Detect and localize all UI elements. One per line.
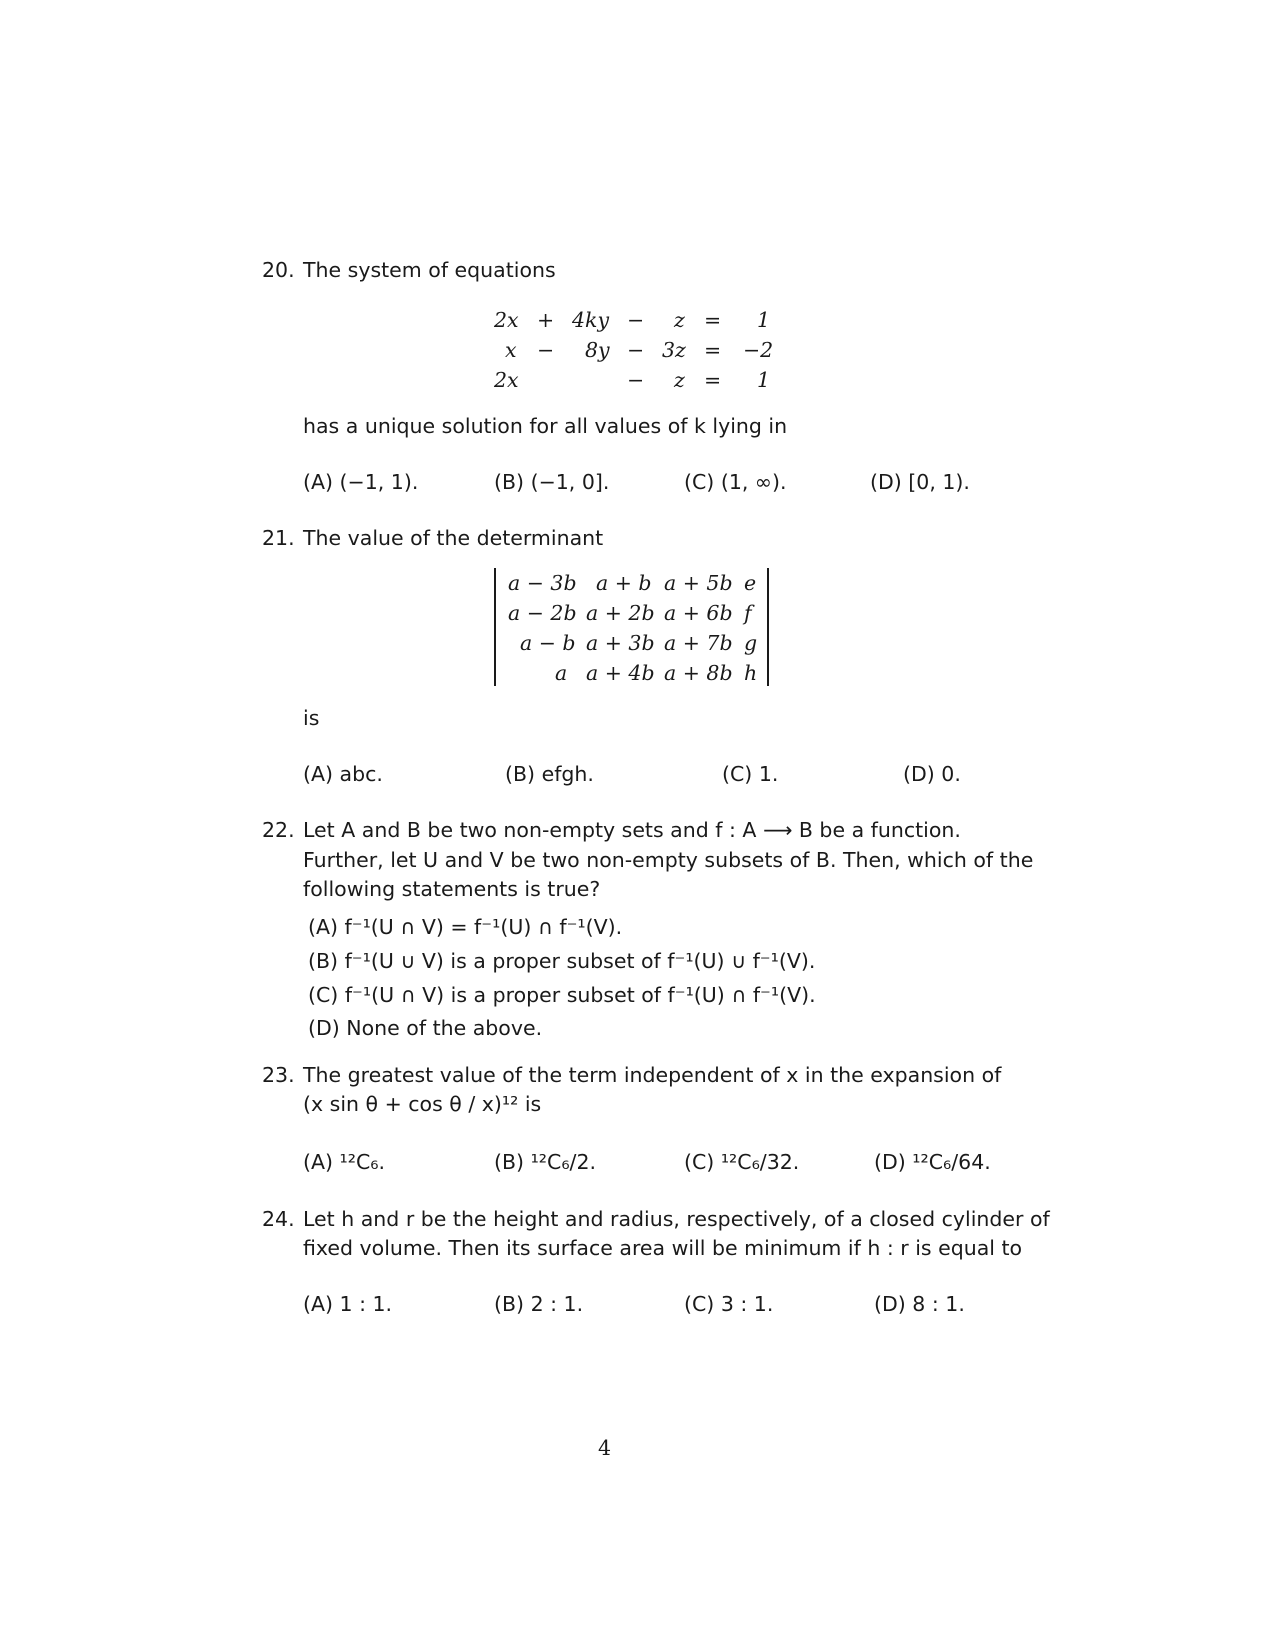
matrix-cell: a + 6b [664, 601, 733, 625]
matrix-cell: a − b [520, 631, 576, 655]
eq-op: + [537, 308, 555, 332]
eq-op: − [537, 338, 555, 362]
option-c: (C) f⁻¹(U ∩ V) is a proper subset of f⁻¹(U) ∩ f⁻¹(V). [308, 983, 816, 1007]
page-number: 4 [598, 1436, 612, 1460]
matrix-cell: f [744, 601, 752, 625]
question-line: fixed volume. Then its surface area will be minimum if h : r is equal to [303, 1236, 1023, 1260]
option-b: (B) ¹²C₆/2. [494, 1150, 597, 1174]
option-a: (A) f⁻¹(U ∩ V) = f⁻¹(U) ∩ f⁻¹(V). [308, 915, 623, 939]
matrix-cell: a + 8b [664, 661, 733, 685]
question-number: 24. [262, 1207, 295, 1231]
matrix-cell: e [744, 571, 757, 595]
question-number: 21. [262, 526, 295, 550]
option-a: (A) abc. [303, 762, 383, 786]
eq-term: −2 [743, 338, 774, 362]
option-d: (D) ¹²C₆/64. [874, 1150, 991, 1174]
eq-term: 3z [662, 338, 686, 362]
question-line: Let h and r be the height and radius, respectively, of a closed cylinder of [303, 1207, 1050, 1231]
question-number: 22. [262, 818, 295, 842]
option-d: (D) 8 : 1. [874, 1292, 965, 1316]
matrix-cell: a + 2b [586, 601, 655, 625]
eq-term: z [674, 308, 685, 332]
eq-term: 2x [494, 308, 519, 332]
question-followup: has a unique solution for all values of k lying in [303, 414, 788, 438]
question-line: (x sin θ + cos θ / x)¹² is [303, 1092, 542, 1116]
question-line: Further, let U and V be two non-empty subsets of B. Then, which of the [303, 848, 1034, 872]
matrix-cell: a + b [596, 571, 652, 595]
question-stem: The system of equations [303, 258, 556, 282]
eq-term: 4ky [572, 308, 610, 332]
question-line: The greatest value of the term independent of x in the expansion of [303, 1063, 1002, 1087]
question-followup: is [303, 706, 320, 730]
question-stem: The value of the determinant [303, 526, 604, 550]
eq-op: − [627, 338, 645, 362]
matrix-cell: a + 3b [586, 631, 655, 655]
matrix-cell: g [744, 631, 758, 655]
eq-term: z [674, 368, 685, 392]
option-b: (B) (−1, 0]. [494, 470, 610, 494]
option-d: (D) None of the above. [308, 1016, 543, 1040]
question-number: 23. [262, 1063, 295, 1087]
option-a: (A) 1 : 1. [303, 1292, 393, 1316]
option-a: (A) ¹²C₆. [303, 1150, 386, 1174]
eq-op: = [704, 338, 722, 362]
matrix-cell: a + 7b [664, 631, 733, 655]
eq-term: 1 [757, 308, 771, 332]
matrix-cell: a − 2b [508, 601, 577, 625]
question-number: 20. [262, 258, 295, 282]
eq-op: − [627, 308, 645, 332]
matrix-cell: h [744, 661, 758, 685]
eq-term: 1 [757, 368, 771, 392]
eq-term: 8y [585, 338, 610, 362]
option-c: (C) (1, ∞). [684, 470, 787, 494]
question-line: following statements is true? [303, 877, 601, 901]
matrix-cell: a − 3b [508, 571, 577, 595]
eq-op: = [704, 308, 722, 332]
option-b: (B) 2 : 1. [494, 1292, 584, 1316]
option-b: (B) f⁻¹(U ∪ V) is a proper subset of f⁻¹(U) ∪ f⁻¹(V). [308, 949, 816, 973]
determinant-right-bar [767, 568, 769, 686]
question-line: Let A and B be two non-empty sets and f : A ⟶ B be a function. [303, 818, 961, 842]
eq-op: = [704, 368, 722, 392]
eq-term: x [505, 338, 517, 362]
option-d: (D) 0. [903, 762, 961, 786]
option-c: (C) 3 : 1. [684, 1292, 774, 1316]
matrix-cell: a + 4b [586, 661, 655, 685]
option-c: (C) ¹²C₆/32. [684, 1150, 800, 1174]
option-a: (A) (−1, 1). [303, 470, 419, 494]
option-c: (C) 1. [722, 762, 779, 786]
eq-op: − [627, 368, 645, 392]
eq-term: 2x [494, 368, 519, 392]
determinant-left-bar [494, 568, 496, 686]
option-b: (B) efgh. [505, 762, 594, 786]
matrix-cell: a [555, 661, 568, 685]
matrix-cell: a + 5b [664, 571, 733, 595]
option-d: (D) [0, 1). [870, 470, 970, 494]
